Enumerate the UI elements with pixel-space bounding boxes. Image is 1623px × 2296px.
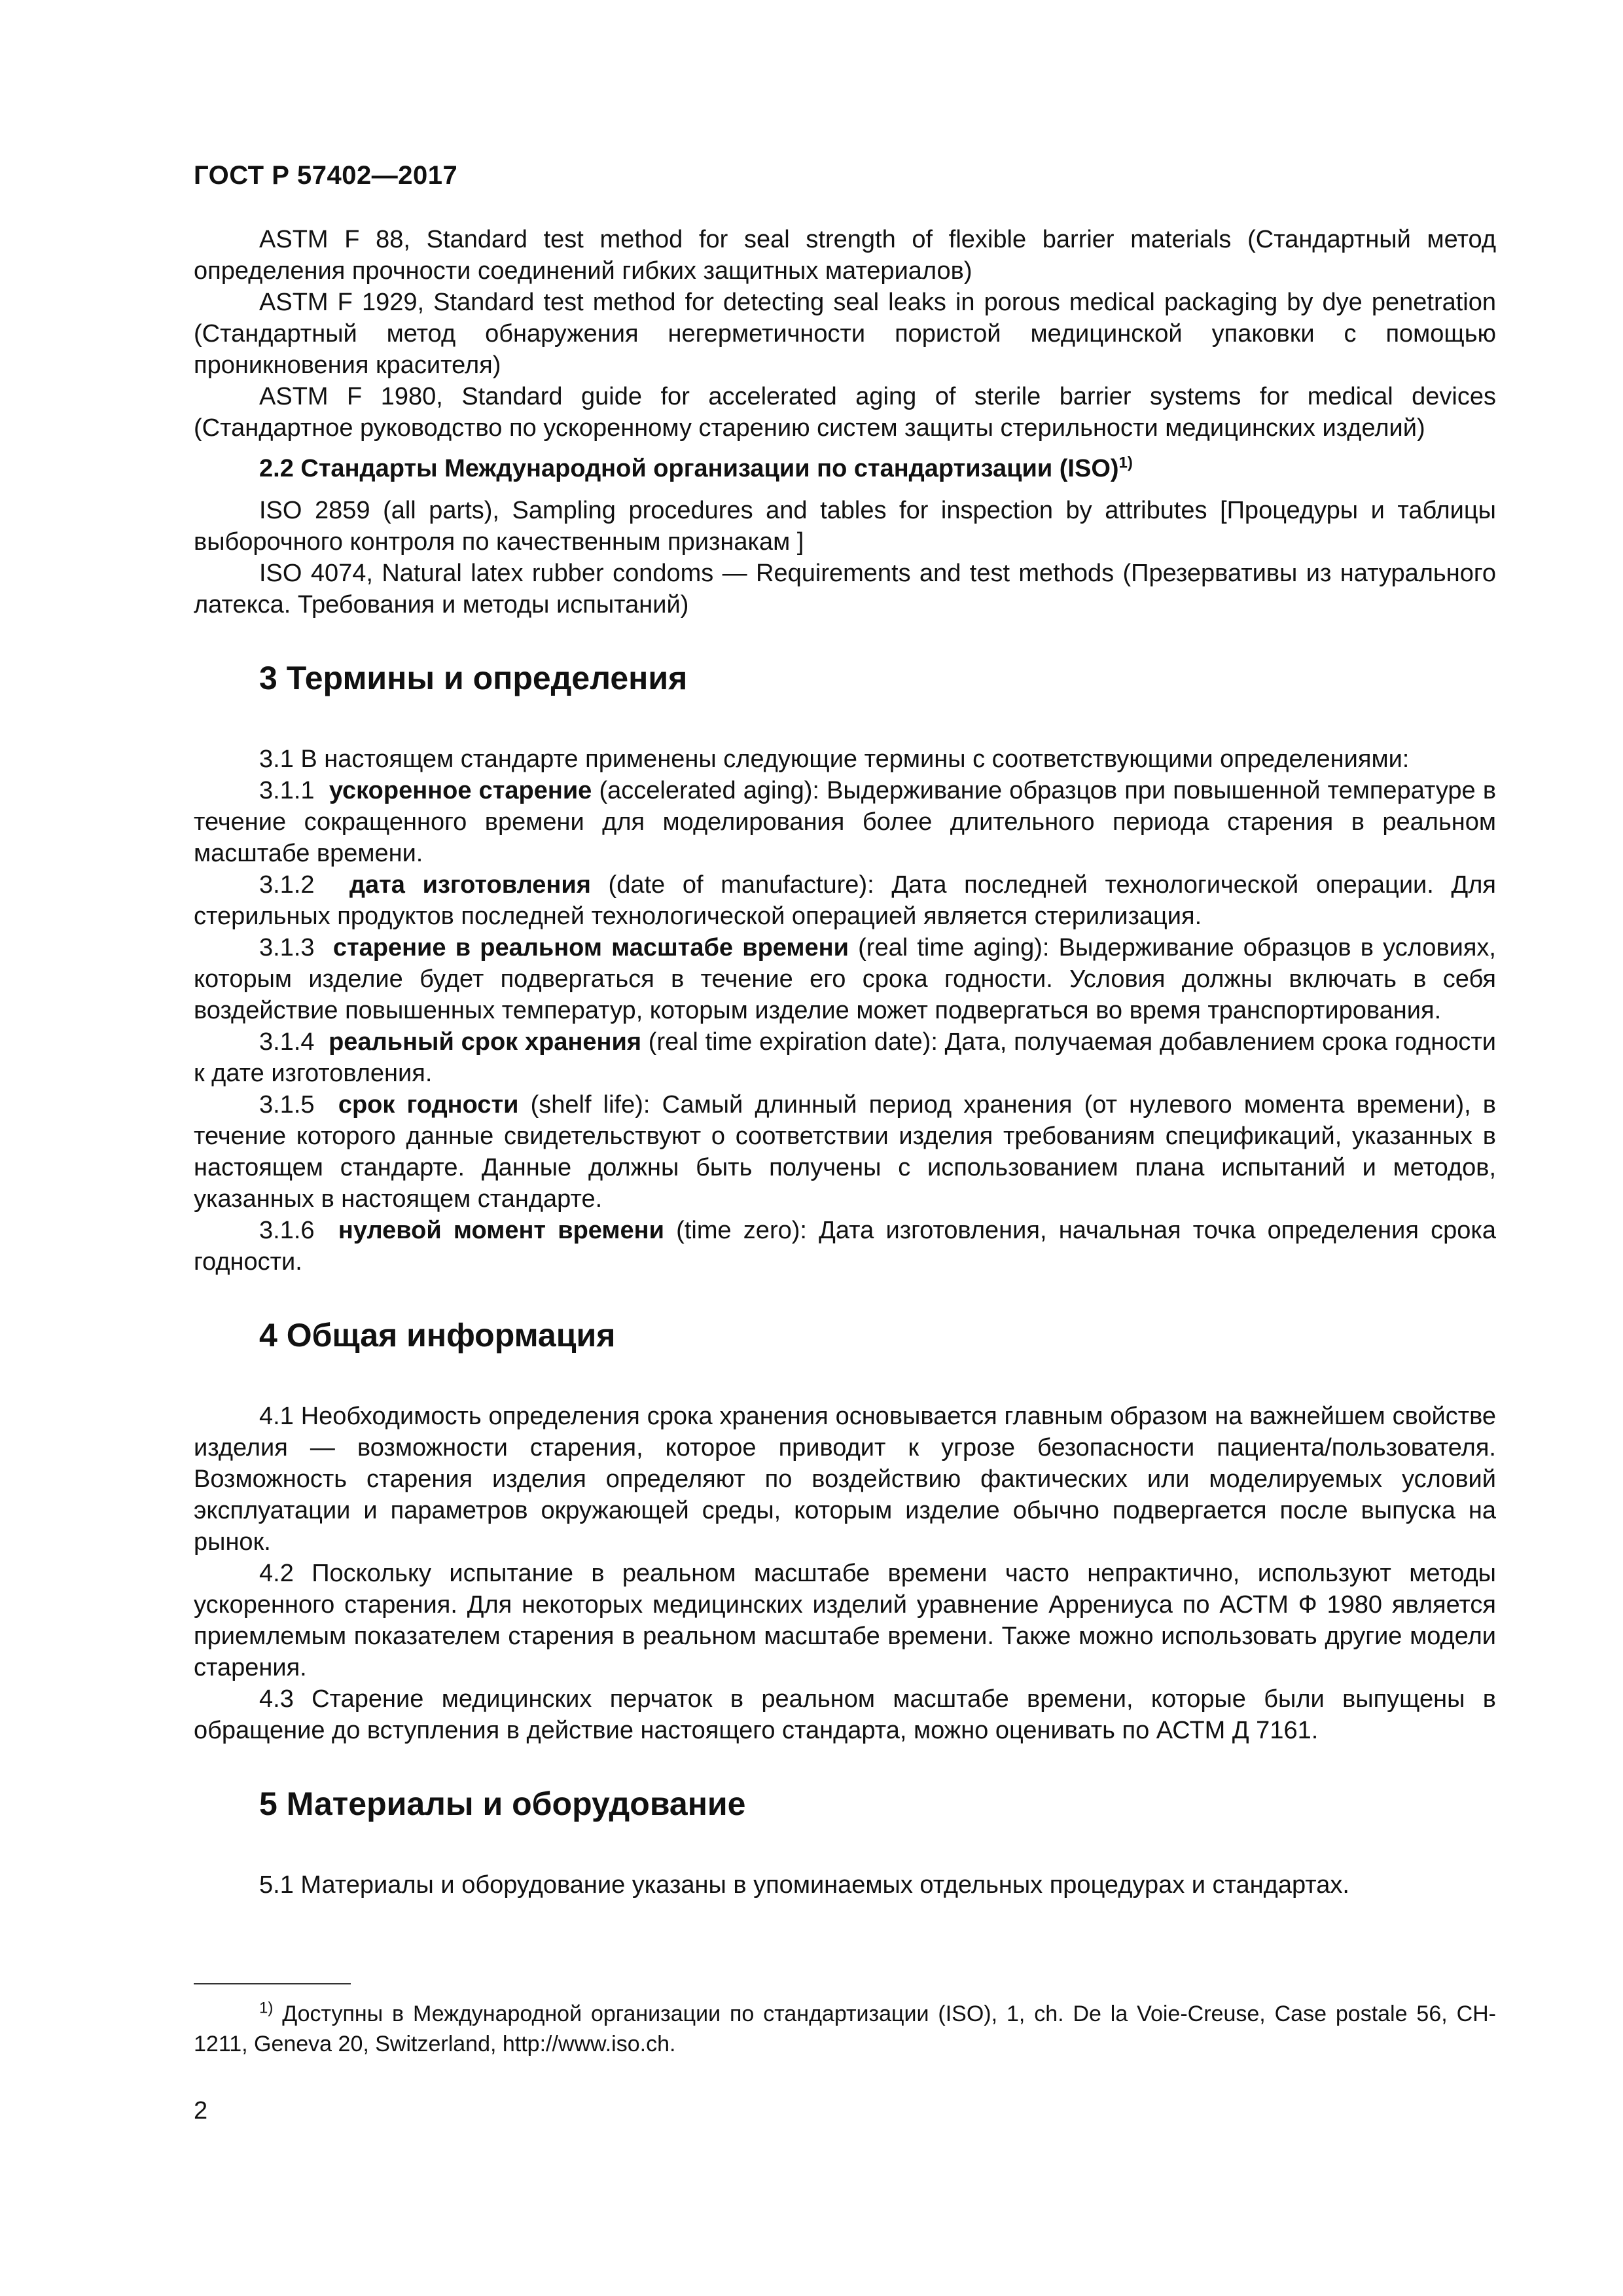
footnote-mark: 1) [259, 1999, 274, 2017]
term-number: 3.1.5 [259, 1091, 315, 1119]
para-4-2: 4.2 Поскольку испытание в реальном масштабе времени часто непрактично, используют методы ускоренного старения. Для некоторых медицинских изделий уравнение Аррениуса по АСТМ Ф 1980 является приемлемым показателем старения в реальном масштабе времени. Также можно использовать другие модели старения. [194, 1560, 1496, 1681]
footnote-text: Доступны в Международной организации по стандартизации (ISO), 1, ch. De la Voie-Creuse, Case postale 56, CH-1211, Geneva 20, Switzerland, http://www.iso.ch. [194, 2001, 1496, 2056]
term-3-1-4 [194, 1026, 1496, 1089]
section-2-2-heading [194, 453, 1496, 484]
term-number: 3.1.1 [259, 777, 315, 804]
para-4-1: 4.1 Необходимость определения срока хранения основывается главным образом на важнейшем свойстве изделия — возможности старения, которое приводит к угрозе безопасности пациента/пользователя. Возможность старения изделия определяют по воздействию фактических или моделируемых условий эксплуатации и параметров окружающей среды, которым изделие обычно подвергается после выпуска на рынок. [194, 1403, 1496, 1556]
term-3-1-3 [194, 932, 1496, 1026]
term-3-1-5 [194, 1089, 1496, 1215]
section-4-heading: 4 Общая информация [259, 1317, 616, 1354]
term-definition: (shelf life): Самый длинный период хранения (от нулевого момента времени), в течение которого данные свидетельствуют о соответствии изделия требованиям спецификаций, указанных в настоящем стандарте. Данные должны быть получены с использованием плана испытаний и методов, указанных в настоящем стандарте. [194, 1091, 1496, 1213]
term-name: реальный срок хранения [329, 1028, 642, 1056]
term-definition: (time zero): Дата изготовления, начальная точка определения срока годности. [194, 1217, 1496, 1276]
section-3-intro: 3.1 В настоящем стандарте применены следующие термины с соответствующими определениями: [259, 745, 1410, 773]
footnote-separator [194, 1983, 351, 1984]
page-body [194, 224, 1496, 1901]
ref-astm-f88: ASTM F 88, Standard test method for seal strength of flexible barrier materials (Стандартный метод определения прочности соединений гибких защитных материалов) [194, 226, 1496, 285]
term-3-1-6 [194, 1215, 1496, 1278]
term-name: дата изготовления [349, 871, 591, 899]
term-number: 3.1.4 [259, 1028, 315, 1056]
ref-astm-f1980: ASTM F 1980, Standard guide for accelerated aging of sterile barrier systems for medical devices (Стандартное руководство по ускоренному старению систем защиты стерильности медицинских изделий) [194, 383, 1496, 442]
term-name: срок годности [338, 1091, 519, 1119]
term-definition: (accelerated aging): Выдерживание образцов при повышенной температуре в течение сокращенного времени для моделирования более длительного периода старения в реальном масштабе времени. [194, 777, 1497, 867]
term-definition: (real time expiration date): Дата, получаемая добавлением срока годности к дате изготовления. [194, 1028, 1496, 1087]
ref-iso-2859: ISO 2859 (all parts), Sampling procedures and tables for inspection by attributes [Процедуры и таблицы выборочного контроля по качественным признакам ] [194, 497, 1496, 556]
term-number: 3.1.3 [259, 934, 315, 961]
section-2-2-title: 2.2 Стандарты Международной организации по стандартизации (ISO) [259, 455, 1119, 482]
term-3-1-2 [194, 869, 1496, 932]
term-definition: (date of manufacture): Дата последней технологической операции. Для стерильных продуктов последней технологической операцией является стерилизация. [194, 871, 1497, 930]
term-number: 3.1.6 [259, 1217, 315, 1244]
term-name: старение в реальном масштабе времени [332, 934, 849, 961]
ref-iso-4074: ISO 4074, Natural latex rubber condoms — Requirements and test methods (Презервативы из натурального латекса. Требования и методы испытаний) [194, 560, 1496, 619]
term-name: нулевой момент времени [338, 1217, 664, 1244]
section-5-heading: 5 Материалы и оборудование [259, 1785, 746, 1822]
document-id-header: ГОСТ Р 57402—2017 [194, 161, 458, 190]
footnote-marker[interactable]: 1) [1118, 454, 1133, 472]
term-name: ускоренное старение [329, 777, 592, 804]
footnote [194, 1999, 1496, 2059]
para-4-3: 4.3 Старение медицинских перчаток в реальном масштабе времени, которые были выпущены в обращение до вступления в действие настоящего стандарта, можно оценивать по АСТМ Д 7161. [194, 1685, 1496, 1744]
term-definition: (real time aging): Выдерживание образцов в условиях, которым изделие будет подвергаться в течение его срока годности. Условия должны включать в себя воздействие повышенных температур, которым изделие может подвергаться во время транспортирования. [194, 934, 1496, 1024]
term-number: 3.1.2 [259, 871, 315, 899]
page-number: 2 [194, 2097, 208, 2125]
term-3-1-1 [194, 775, 1496, 869]
ref-astm-f1929: ASTM F 1929, Standard test method for detecting seal leaks in porous medical packaging by dye penetration (Стандартный метод обнаружения негерметичности пористой медицинской упаковки с помощью проникновения красителя) [194, 289, 1496, 379]
para-5-1: 5.1 Материалы и оборудование указаны в упоминаемых отдельных процедурах и стандартах. [259, 1871, 1349, 1899]
section-3-heading: 3 Термины и определения [259, 660, 688, 696]
